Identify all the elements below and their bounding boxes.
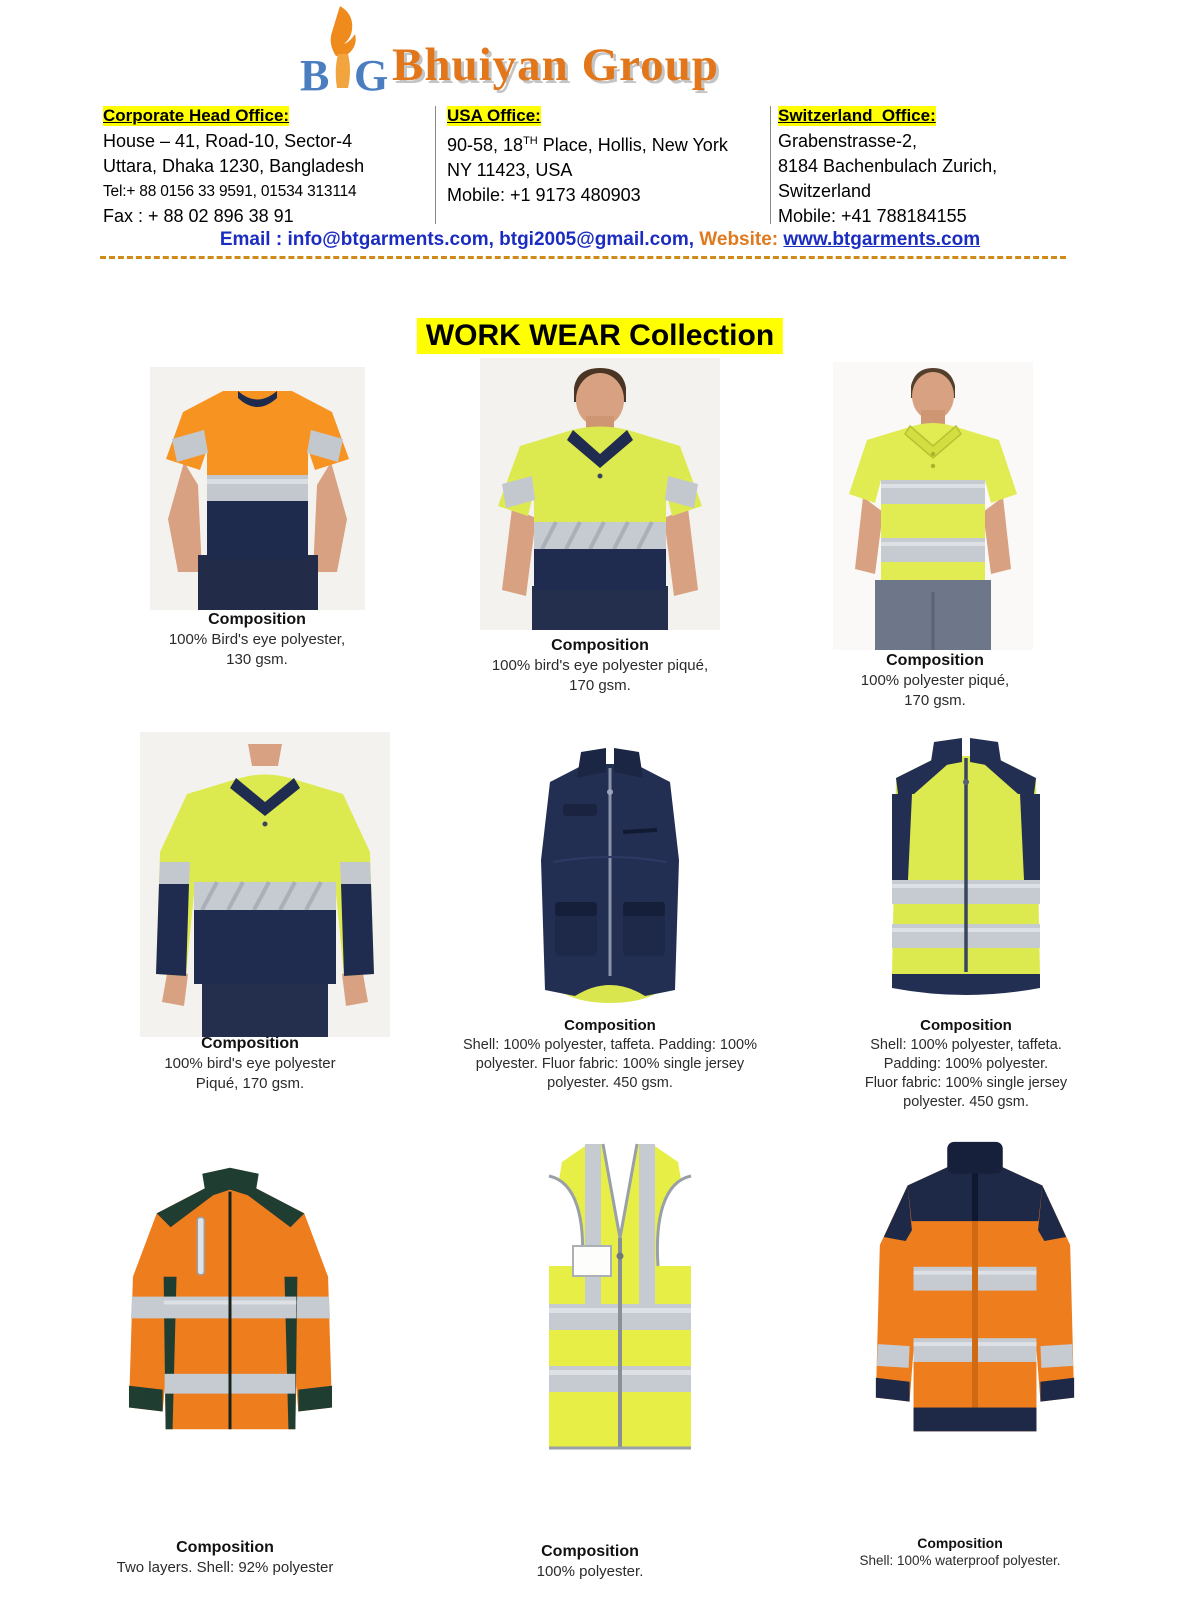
caption-title: Composition [917,1535,1003,1551]
caption-line: 100% bird's eye polyester piqué, [491,657,709,674]
address-line: House – 41, Road-10, Sector-4 [103,131,353,151]
product-composition [132,610,382,670]
product-composition [810,1534,1110,1570]
address-line: 8184 Bachenbulach Zurich, [778,156,998,176]
website-link[interactable]: www.btgarments.com [783,229,981,250]
office-switzerland-title: Switzerland Office: [778,106,936,125]
collection-title: WORK WEAR Collection [417,318,783,354]
caption-line: 130 gsm. [226,651,288,668]
logo-letter-b: B [300,51,330,98]
caption-line: Shell: 100% waterproof polyester. [859,1553,1061,1568]
company-name: Bhuiyan Group [392,39,719,91]
caption-line: 170 gsm. [569,677,631,694]
product-composition [450,1016,770,1093]
email-addresses: info@btgarments.com, btgi2005@gmail.com, [287,229,700,250]
product-image-hivis-bodywarmer [868,728,1064,1010]
logo-letter-g: G [354,51,388,98]
company-logo [298,4,388,98]
office-corporate-title: Corporate Head Office: [103,106,290,125]
product-image-yellow-polo [833,362,1033,650]
product-composition [110,1034,390,1094]
caption-line: Piqué, 170 gsm. [195,1075,305,1092]
address-line-mobile: Mobile: +41 788184155 [778,206,967,226]
caption-line: Two layers. Shell: 92% polyester [116,1559,334,1576]
caption-title: Composition [920,1017,1012,1034]
address-line: Uttara, Dhaka 1230, Bangladesh [103,156,365,176]
office-usa-title: USA Office: [447,106,541,125]
address-line: Grabenstrasse-2, [778,131,918,151]
dashed-separator [100,256,1066,259]
address-line-mobile: Mobile: +1 9173 480903 [447,185,641,205]
address-line-tel: Tel:+ 88 0156 33 9591, 01534 313114 [103,183,357,200]
caption-line: polyester. 450 gsm. [903,1094,1029,1110]
product-image-long-sleeve-polo [140,732,390,1037]
product-composition [475,636,725,696]
caption-line: 170 gsm. [904,692,966,709]
caption-title: Composition [208,611,306,628]
office-usa [447,106,763,208]
product-image-parka-jacket [855,1128,1095,1470]
caption-line: Padding: 100% polyester. [883,1056,1049,1072]
caption-line: Shell: 100% polyester, taffeta. Padding: 100% [463,1037,757,1053]
caption-line: Shell: 100% polyester, taffeta. [870,1037,1062,1053]
product-image-hivis-polo [480,358,720,630]
office-switzerland [778,106,1088,229]
caption-title: Composition [564,1017,656,1034]
caption-line: 100% Bird's eye polyester, [168,631,346,648]
website-label: Website: [699,229,784,250]
product-composition [465,1542,715,1582]
vertical-divider [770,106,771,224]
email-label: Email : [219,229,288,250]
product-image-hivis-tshirt [150,367,365,610]
address-line: Switzerland [778,181,872,201]
product-image-safety-vest [495,1118,745,1480]
product-composition [75,1538,375,1578]
caption-title: Composition [541,1543,639,1560]
caption-title: Composition [176,1539,274,1556]
caption-line: 100% polyester piqué, [860,672,1010,689]
caption-line: 100% polyester. [536,1563,644,1580]
product-composition [806,1016,1126,1112]
address-line-fax: Fax : + 88 02 896 38 91 [103,206,294,226]
product-image-orange-softshell [118,1148,343,1460]
vertical-divider [435,106,436,224]
caption-line: polyester. Fluor fabric: 100% single jersey [475,1056,745,1072]
flame-icon [298,4,388,98]
address-line: 90-58, 18TH Place, Hollis, New York [447,135,728,155]
caption-title: Composition [886,652,984,669]
caption-line: Fluor fabric: 100% single jersey [864,1075,1068,1091]
contact-line [0,229,1200,251]
product-image-navy-bodywarmer [505,740,715,1012]
caption-title: Composition [551,637,649,654]
address-line: NY 11423, USA [447,160,573,180]
caption-line: 100% bird's eye polyester [164,1055,336,1072]
product-composition [810,651,1060,711]
office-corporate [103,106,431,229]
caption-line: polyester. 450 gsm. [547,1075,673,1091]
caption-title: Composition [201,1035,299,1052]
